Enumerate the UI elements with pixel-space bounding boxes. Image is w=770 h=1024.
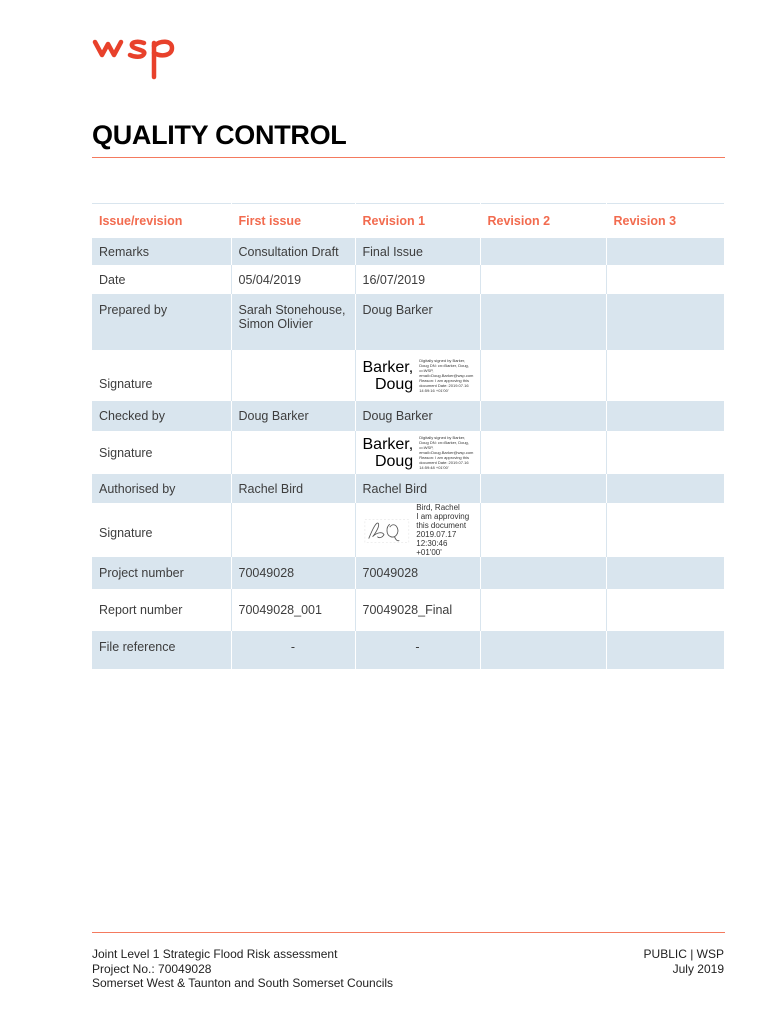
title-divider — [92, 157, 725, 158]
cell-revision-1: Final Issue — [355, 238, 480, 265]
cell-revision-3 — [606, 294, 724, 350]
cell-revision-3 — [606, 589, 724, 631]
footer-client: Somerset West & Taunton and South Somerset Councils — [92, 976, 394, 990]
cell-revision-2 — [480, 557, 606, 589]
cell-revision-2 — [480, 589, 606, 631]
row-label: File reference — [92, 631, 231, 669]
footer-date: July 2019 — [672, 961, 724, 976]
table-row-checked-by — [92, 401, 724, 431]
header-issue-revision: Issue/revision — [92, 204, 231, 239]
cell-revision-1 — [355, 431, 480, 474]
cell-revision-2 — [480, 238, 606, 265]
cell-revision-1: - — [355, 631, 480, 669]
signature-details: Digitally signed by Barker, Doug DN: cn=Barker, Doug, o=WSP, email=Doug.Barker@wsp.com Reason: I am approving this document Date: 2019.07.16 14:59:16 +01'00' — [419, 358, 474, 393]
signature-line: I am approving — [416, 512, 470, 521]
cell-revision-2 — [480, 503, 606, 557]
signature-name-line: Barker, — [362, 358, 414, 376]
table-row-signature-authorised — [92, 503, 724, 557]
cell-first-issue: Doug Barker — [231, 401, 355, 431]
footer-divider — [92, 932, 725, 933]
row-label: Signature — [92, 431, 231, 474]
signature-name-line: Barker, — [362, 435, 414, 453]
cell-revision-1: Doug Barker — [355, 294, 480, 350]
row-label: Checked by — [92, 401, 231, 431]
footer-security-label: PUBLIC | WSP — [643, 947, 724, 961]
cell-first-issue: - — [231, 631, 355, 669]
signature-line: 2019.07.17 — [416, 530, 457, 539]
quality-control-table — [92, 203, 724, 669]
table-row-signature-prepared — [92, 350, 724, 401]
cell-revision-1: 70049028 — [355, 557, 480, 589]
row-label: Report number — [92, 589, 231, 631]
cell-revision-3 — [606, 503, 724, 557]
header-revision-2: Revision 2 — [480, 204, 606, 239]
footer-document-title: Joint Level 1 Strategic Flood Risk assessment — [92, 947, 338, 961]
cell-revision-2 — [480, 265, 606, 294]
signature-line: Bird, Rachel — [416, 503, 460, 512]
cell-revision-2 — [480, 631, 606, 669]
page-title: QUALITY CONTROL — [92, 120, 347, 150]
cell-revision-1: Doug Barker — [355, 401, 480, 431]
cell-revision-1 — [355, 350, 480, 401]
cell-revision-2 — [480, 350, 606, 401]
cell-revision-3 — [606, 557, 724, 589]
cell-first-issue: 05/04/2019 — [231, 265, 355, 294]
cell-revision-1: Rachel Bird — [355, 474, 480, 503]
row-label: Prepared by — [92, 294, 231, 350]
table-row-date — [92, 265, 724, 294]
cell-first-issue: Consultation Draft — [231, 238, 355, 265]
cell-first-issue: Rachel Bird — [231, 474, 355, 503]
cell-revision-1: 70049028_Final — [355, 589, 480, 631]
cell-revision-3 — [606, 401, 724, 431]
header-first-issue: First issue — [231, 204, 355, 239]
signature-name-line: Doug — [374, 375, 414, 393]
row-label: Project number — [92, 557, 231, 589]
signature-line: 12:30:46 +01'00' — [416, 539, 448, 557]
cell-revision-2 — [480, 431, 606, 474]
header-revision-1: Revision 1 — [355, 204, 480, 239]
header-revision-3: Revision 3 — [606, 204, 724, 239]
row-label: Date — [92, 265, 231, 294]
table-row-report-number — [92, 589, 724, 631]
handwritten-signature — [363, 503, 473, 557]
row-label: Signature — [92, 503, 231, 557]
footer-document-info — [92, 947, 393, 991]
cell-revision-3 — [606, 631, 724, 669]
cell-revision-3 — [606, 265, 724, 294]
row-label: Remarks — [92, 238, 231, 265]
cell-revision-3 — [606, 350, 724, 401]
cell-revision-1 — [355, 503, 480, 557]
footer-project-number: Project No.: 70049028 — [92, 961, 212, 976]
table-row-project-number — [92, 557, 724, 589]
table-row-file-reference — [92, 631, 724, 669]
cell-revision-3 — [606, 238, 724, 265]
table-row-prepared-by — [92, 294, 724, 350]
cell-first-issue — [231, 350, 355, 401]
handwritten-signature-icon — [363, 515, 411, 545]
table-row-remarks — [92, 238, 724, 265]
cell-revision-3 — [606, 431, 724, 474]
table-row-signature-checked — [92, 431, 724, 474]
digital-signature — [363, 435, 473, 470]
cell-first-issue: Sarah Stonehouse, Simon Olivier — [231, 294, 355, 350]
cell-revision-2 — [480, 474, 606, 503]
row-label: Authorised by — [92, 474, 231, 503]
table-header-row — [92, 204, 724, 239]
cell-first-issue — [231, 431, 355, 474]
table-row-authorised-by — [92, 474, 724, 503]
signature-details: Digitally signed by Barker, Doug DN: cn=Barker, Doug, o=WSP, email=Doug.Barker@wsp.com Reason: I am approving this document Date: 2019.07.16 14:59:48 +01'00' — [419, 435, 474, 470]
cell-first-issue — [231, 503, 355, 557]
footer-classification — [644, 947, 724, 976]
cell-revision-3 — [606, 474, 724, 503]
signature-line: this document — [416, 521, 467, 530]
digital-signature — [363, 358, 473, 393]
wsp-logo — [92, 33, 188, 81]
cell-revision-2 — [480, 294, 606, 350]
cell-first-issue: 70049028_001 — [231, 589, 355, 631]
signature-name-line: Doug — [374, 452, 414, 470]
row-label: Signature — [92, 350, 231, 401]
cell-revision-2 — [480, 401, 606, 431]
cell-revision-1: 16/07/2019 — [355, 265, 480, 294]
cell-first-issue: 70049028 — [231, 557, 355, 589]
